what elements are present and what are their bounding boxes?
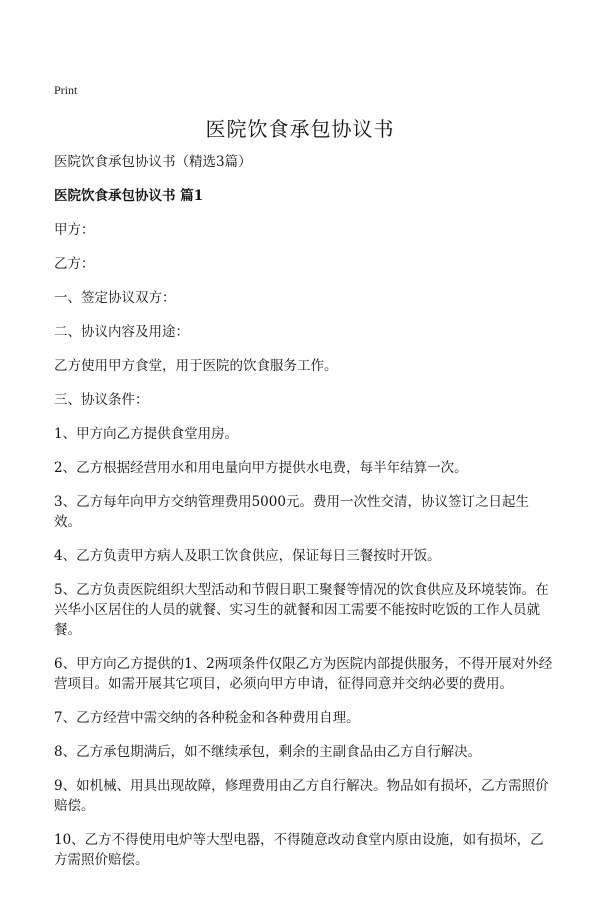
clause-3: 3、乙方每年向甲方交纳管理费用5000元。费用一次性交清，协议签订之日起生效。 [54, 494, 529, 530]
clause-8: 8、乙方承包期满后，如不继续承包，剩余的主副食品由乙方自行解决。 [54, 744, 482, 760]
document-body [54, 152, 554, 884]
clause-9: 9、如机械、用具出现故障，修理费用由乙方自行解决。物品如有损坏，乙方需照价赔偿。 [54, 778, 549, 814]
paragraph-party-b: 乙方： [54, 256, 95, 272]
clause-10: 10、乙方不得使用电炉等大型电器，不得随意改动食堂内原由设施，如有损坏，乙方需照价赔偿。 [54, 832, 544, 868]
paragraph-section-3: 三、协议条件： [54, 392, 149, 408]
clause-2: 2、乙方根据经营用水和用电量向甲方提供水电费，每半年结算一次。 [54, 460, 468, 476]
paragraph-party-a: 甲方： [54, 222, 95, 238]
clause-6: 6、甲方向乙方提供的1、2两项条件仅限乙方为医院内部提供服务，不得开展对外经营项目。如需开展其它项目，必须向甲方申请，征得同意并交纳必要的费用。 [54, 656, 553, 692]
clause-1: 1、甲方向乙方提供食堂用房。 [54, 426, 239, 442]
paragraph-section-2: 二、协议内容及用途： [54, 324, 189, 340]
paragraph-section-1: 一、签定协议双方： [54, 290, 176, 306]
document-title: 医院饮食承包协议书 [205, 117, 395, 141]
paragraph-usage: 乙方使用甲方食堂，用于医院的饮食服务工作。 [54, 358, 338, 374]
clause-4: 4、乙方负责甲方病人及职工饮食供应，保证每日三餐按时开饭。 [54, 548, 441, 564]
print-link[interactable]: Print [54, 83, 78, 97]
clause-5: 5、乙方负责医院组织大型活动和节假日职工聚餐等情况的饮食供应及环境装饰。在兴华小区居住的人员的就餐、实习生的就餐和因工需要不能按时吃饭的工作人员就餐。 [54, 582, 549, 638]
clause-7: 7、乙方经营中需交纳的各种税金和各种费用自理。 [54, 710, 360, 726]
section-heading: 医院饮食承包协议书 篇1 [54, 188, 204, 204]
document-subtitle: 医院饮食承包协议书（精选3篇） [54, 154, 252, 170]
